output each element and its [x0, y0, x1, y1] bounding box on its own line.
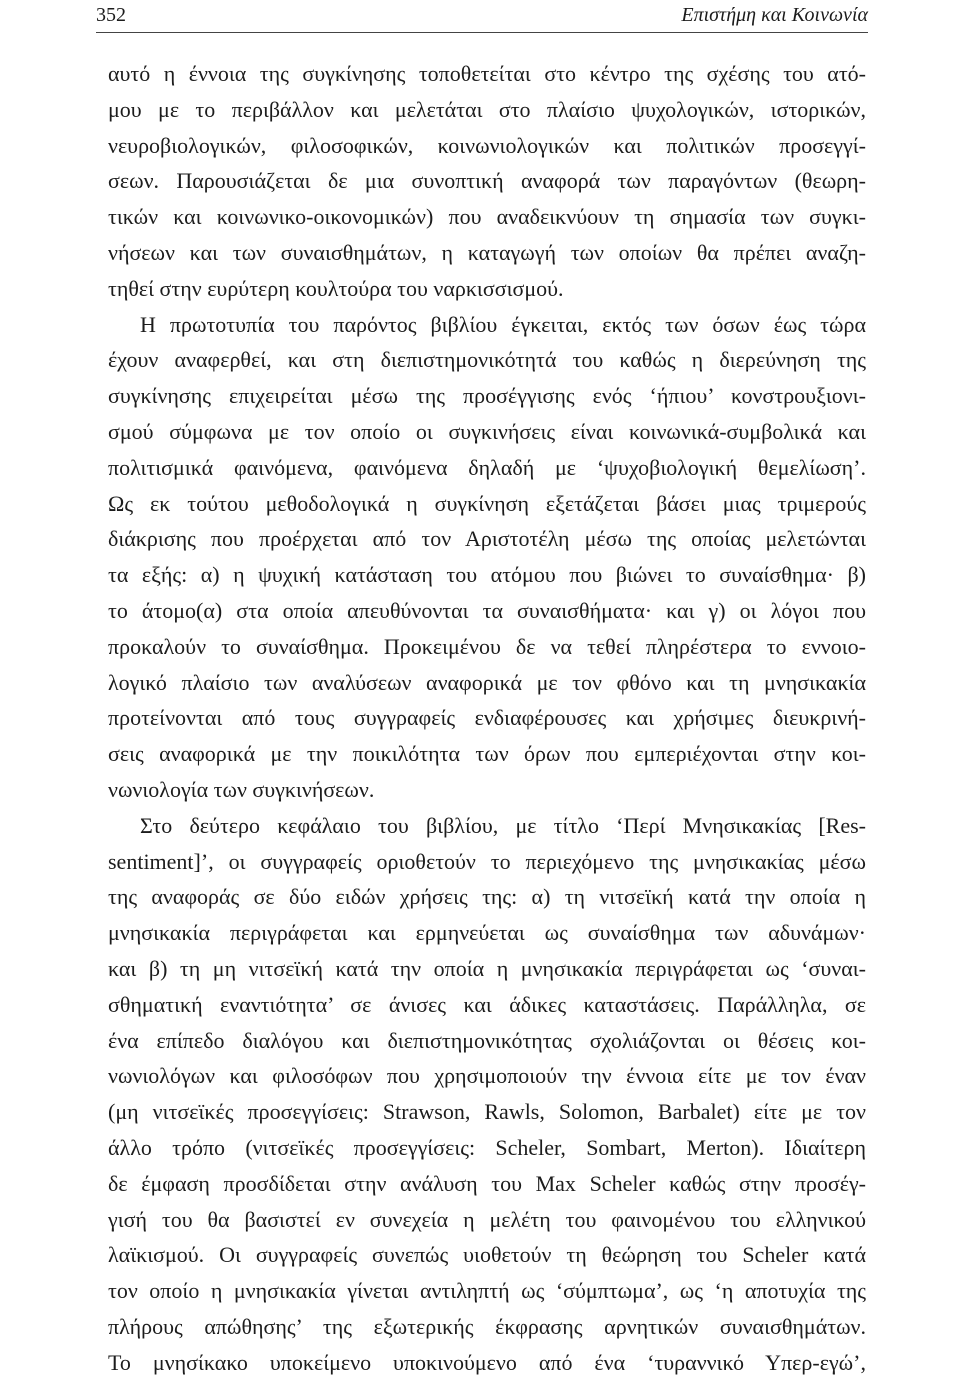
- text-line: τικών και κοινωνικο-οικονομικών) που αναδεικνύουν τη σημασία των συγκι-: [108, 204, 866, 230]
- text-line: μνησικακία περιγράφεται και ερμηνεύεται ως συναίσθημα των αδυνάμων·: [108, 920, 866, 946]
- text-line: έχουν αναφερθεί, και στη διεπιστημονικότητά του καθώς η διερεύνηση της: [108, 347, 866, 373]
- text-line: τον οποίο η μνησικακία γίνεται αντιληπτή ως ‘σύμπτωμα’, ως ‘η αποτυχία της: [108, 1278, 866, 1304]
- text-line: σμού σύμφωνα με τον οποίο οι συγκινήσεις είναι κοινωνικά-συμβολικά και: [108, 418, 866, 444]
- text-line: νευροβιολογικών, φιλοσοφικών, κοινωνιολογικών και πολιτικών προσεγγί-: [108, 132, 866, 158]
- text-line: προτείνονται από τους συγγραφείς ενδιαφέρουσες και χρήσιμες διευκρινή-: [108, 705, 866, 731]
- page-header: [96, 2, 868, 33]
- text-line: Το μνησίκακο υποκείμενο υποκινούμενο από ένα ‘τυραννικό Υπερ-εγώ’,: [108, 1349, 866, 1375]
- text-line: νωνιολογία των συγκινήσεων.: [108, 776, 375, 802]
- text-line: το άτομο(α) στα οποία απευθύνονται τα συναισθήματα· και γ) οι λόγοι που: [108, 597, 866, 623]
- text-line: τηθεί στην ευρύτερη κουλτούρα του ναρκισσισμού.: [108, 275, 564, 301]
- text-line: πλήρους απώθησης’ της εξωτερικής έκφρασης αρνητικών συναισθημάτων.: [108, 1313, 866, 1339]
- text-line: Ως εκ τούτου μεθοδολογικά η συγκίνηση εξετάζεται βάσει μιας τριμερούς: [108, 490, 866, 516]
- text-line: τα εξής: α) η ψυχική κατάσταση του ατόμου που βιώνει το συναίσθημα· β): [108, 562, 866, 588]
- body-text: [108, 56, 866, 1380]
- text-line: δε έμφαση προσδίδεται στην ανάλυση του Max Scheler καθώς στην προσέγ-: [108, 1170, 866, 1196]
- text-line: Η πρωτοτυπία του παρόντος βιβλίου έγκειται, εκτός των όσων έως τώρα: [140, 311, 866, 337]
- text-line: διάκρισης που προέρχεται από τον Αριστοτέλη μέσω της οποίας μελετώνται: [108, 526, 866, 552]
- running-title: Επιστήμη και Κοινωνία: [681, 4, 868, 26]
- text-line: προκαλούν το συναίσθημα. Προκειμένου δε να τεθεί πληρέστερα το εννοιο-: [108, 633, 866, 659]
- text-line: ένα επίπεδο διαλόγου και διεπιστημονικότητας σχολιάζονται οι θέσεις κοι-: [108, 1027, 866, 1053]
- text-line: (μη νιτσεϊκές προσεγγίσεις: Strawson, Rawls, Solomon, Barbalet) είτε με τον: [108, 1099, 866, 1125]
- text-line: σθηματική εναντιότητα’ σε άνισες και άδικες καταστάσεις. Παράλληλα, σε: [108, 991, 866, 1017]
- text-line: της αναφοράς σε δύο ειδών χρήσεις της: α) τη νιτσεϊκή κατά την οποία η: [108, 884, 866, 910]
- text-line: λαϊκισμού. Οι συγγραφείς συνεπώς υιοθετούν τη θεώρηση του Scheler κατά: [108, 1242, 866, 1268]
- text-line: σεων. Παρουσιάζεται δε μια συνοπτική αναφορά των παραγόντων (θεωρη-: [108, 168, 866, 194]
- text-line: γισή του θα βασιστεί εν συνεχεία η μελέτη του φαινομένου του ελληνικού: [108, 1206, 866, 1232]
- text-line: νήσεων και των συναισθημάτων, η καταγωγή των οποίων θα πρέπει αναζη-: [108, 239, 866, 265]
- text-line: αυτό η έννοια της συγκίνησης τοποθετείται στο κέντρο της σχέσης του ατό-: [108, 61, 866, 86]
- text-line: σεις αναφορικά με την ποικιλότητα των όρων που εμπεριέχονται στην κοι-: [108, 741, 866, 767]
- text-line: sentiment]’, οι συγγραφείς οριοθετούν το περιεχόμενο της μνησικακίας μέσω: [108, 848, 866, 874]
- text-line: άλλο τρόπο (νιτσεϊκές προσεγγίσεις: Scheler, Sombart, Merton). Ιδιαίτερη: [108, 1134, 866, 1160]
- page-number: 352: [96, 4, 126, 26]
- text-line: νωνιολόγων και φιλοσόφων που χρησιμοποιούν την έννοια είτε με τον έναν: [108, 1063, 866, 1089]
- text-line: συγκίνησης επιχειρείται μέσω της προσέγγισης ενός ‘ήπιου’ κονστρουξιονι-: [108, 383, 866, 409]
- text-line: πολιτισμικά φαινόμενα, φαινόμενα δηλαδή με ‘ψυχοβιολογική θεμελίωση’.: [108, 454, 866, 480]
- text-line: μου με το περιβάλλον και μελετάται στο πλαίσιο ψυχολογικών, ιστορικών,: [108, 96, 866, 122]
- text-line: λογικό πλαίσιο των αναλύσεων αναφορικά με τον φθόνο και τη μνησικακία: [108, 669, 866, 695]
- text-line: Στο δεύτερο κεφάλαιο του βιβλίου, με τίτλο ‘Περί Μνησικακίας [Res-: [140, 812, 866, 838]
- text-line: και β) τη μη νιτσεϊκή κατά την οποία η μνησικακία περιγράφεται ως ‘συναι-: [108, 955, 866, 981]
